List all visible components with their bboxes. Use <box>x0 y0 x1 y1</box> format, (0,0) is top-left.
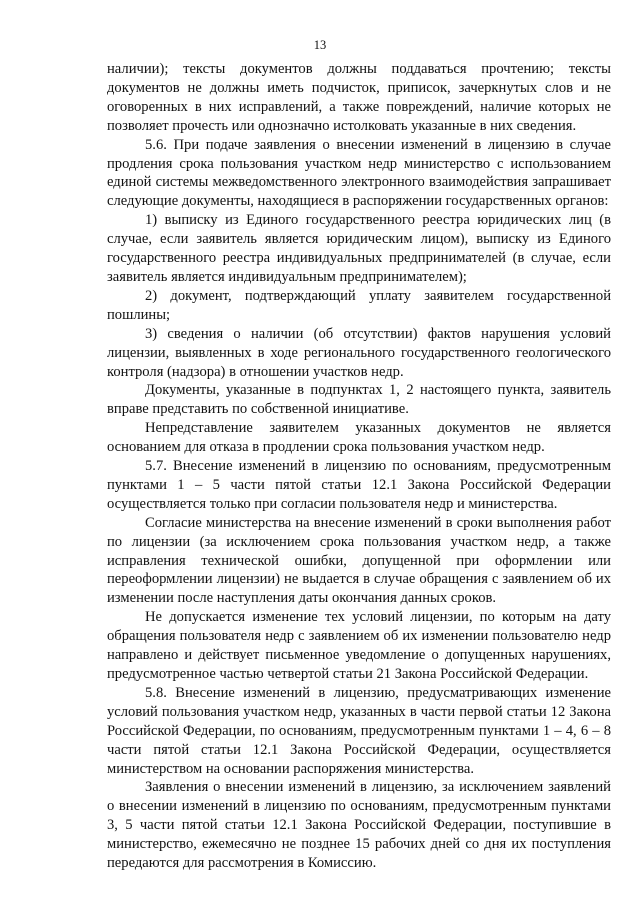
paragraph: 2) документ, подтверждающий уплату заявителем государственной пошлины; <box>107 287 611 323</box>
paragraph: Документы, указанные в подпунктах 1, 2 настоящего пункта, заявитель вправе представить по собственной инициативе. <box>107 382 611 418</box>
page-number: 13 <box>313 38 327 52</box>
document-body <box>107 60 611 873</box>
paragraph: Заявления о внесении изменений в лицензию, за исключением заявлений о внесении изменений в лицензию по основаниям, предусмотренным пунктами 3, 5 части пятой статьи 12.1 Закона Российской Федерации, поступившие в министерство, ежемесячно не позднее 15 рабочих дней со дня их поступления передаются для рассмотрения в Комиссию. <box>107 779 611 872</box>
paragraph: Не допускается изменение тех условий лицензии, по которым на дату обращения пользователя недр с заявлением об их изменении пользователю недр направлено и действует письменное уведомление о допущенных нарушениях, предусмотренное частью четвертой статьи 21 Закона Российской Федерации. <box>107 609 611 682</box>
paragraph: Непредставление заявителем указанных документов не является основанием для отказа в продлении срока пользования участком недр. <box>107 420 611 456</box>
paragraph: 3) сведения о наличии (об отсутствии) фактов нарушения условий лицензии, выявленных в ходе регионального государственного геологического контроля (надзора) в отношении участков недр. <box>107 325 611 380</box>
paragraph: 5.8. Внесение изменений в лицензию, предусматривающих изменение условий пользования участком недр, указанных в части первой статьи 12 Закона Российской Федерации, по основаниям, предусмотренным пунктами 1 – 4, 6 – 8 части пятой статьи 12.1 Закона Российской Федерации, осуществляется министерством на основании распоряжения министерства. <box>107 684 611 777</box>
paragraph: наличии); тексты документов должны поддаваться прочтению; тексты документов не должны иметь подчисток, приписок, зачеркнутых слов и не оговоренных в них исправлений, а также повреждений, наличие которых не позволяет прочесть или однозначно истолковать указанные в них сведения. <box>107 61 611 134</box>
paragraph: Согласие министерства на внесение изменений в сроки выполнения работ по лицензии (за исключением срока пользования участком недр, а также исправления технической ошибки, допущенной при оформлении или переоформлении лицензии) не выдается в случае обращения с заявлением об их изменении после наступления даты окончания данных сроков. <box>107 514 611 607</box>
paragraph: 1) выписку из Единого государственного реестра юридических лиц (в случае, если заявитель является юридическим лицом), выписку из Единого государственного реестра индивидуальных предпринимателей (в случае, если заявитель является индивидуальным предпринимателем); <box>107 212 611 285</box>
paragraph: 5.6. При подаче заявления о внесении изменений в лицензию в случае продления срока пользования участком недр министерство с использованием единой системы межведомственного электронного взаимодействия запрашивает следующие документы, находящиеся в распоряжении государственных органов: <box>107 136 611 210</box>
paragraph: 5.7. Внесение изменений в лицензию по основаниям, предусмотренным пунктами 1 – 5 части пятой статьи 12.1 Закона Российской Федерации осуществляется только при согласии пользователя недр и министерства. <box>107 458 611 512</box>
